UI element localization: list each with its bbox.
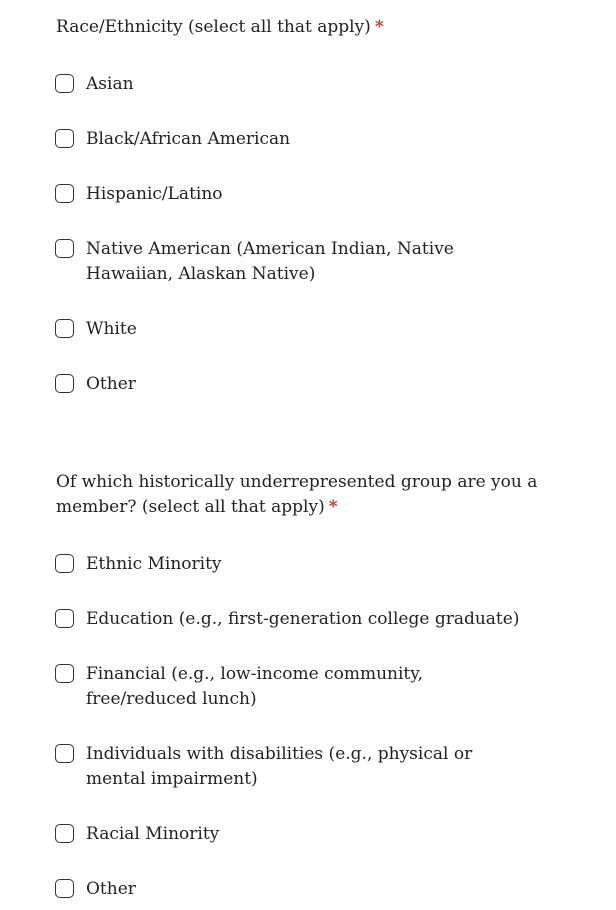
option-label: Ethnic Minority — [86, 554, 222, 574]
required-marker: * — [374, 17, 384, 37]
option-black-african-american[interactable] — [55, 128, 575, 152]
option-white[interactable] — [55, 318, 575, 342]
question-label: Race/Ethnicity (select all that apply) — [56, 17, 371, 37]
option-other-race[interactable] — [55, 373, 575, 397]
checkbox[interactable] — [55, 744, 74, 763]
checkbox[interactable] — [55, 319, 74, 338]
option-financial[interactable] — [55, 663, 575, 712]
checkbox[interactable] — [55, 184, 74, 203]
underrepresented-group-question — [56, 470, 561, 520]
option-disabilities[interactable] — [55, 743, 575, 792]
option-education[interactable] — [55, 608, 575, 632]
option-other-group[interactable] — [55, 878, 575, 902]
checkbox[interactable] — [55, 609, 74, 628]
option-asian[interactable] — [55, 73, 575, 97]
checkbox[interactable] — [55, 374, 74, 393]
option-label: Other — [86, 879, 136, 899]
required-marker: * — [328, 497, 338, 517]
checkbox[interactable] — [55, 74, 74, 93]
option-native-american[interactable] — [55, 238, 575, 287]
option-hispanic-latino[interactable] — [55, 183, 575, 207]
checkbox[interactable] — [55, 879, 74, 898]
checkbox[interactable] — [55, 554, 74, 573]
checkbox[interactable] — [55, 129, 74, 148]
option-ethnic-minority[interactable] — [55, 553, 575, 577]
option-label: Individuals with disabilities (e.g., physical or mental impairment) — [86, 744, 473, 789]
option-label: Education (e.g., first-generation college graduate) — [86, 609, 520, 629]
checkbox[interactable] — [55, 239, 74, 258]
checkbox[interactable] — [55, 824, 74, 843]
option-label: White — [86, 319, 137, 339]
option-label: Hispanic/Latino — [86, 184, 223, 204]
option-label: Racial Minority — [86, 824, 220, 844]
option-label: Financial (e.g., low-income community, free/reduced lunch) — [86, 664, 423, 709]
option-racial-minority[interactable] — [55, 823, 575, 847]
option-label: Other — [86, 374, 136, 394]
question-label: Of which historically underrepresented group are you a member? (select all that apply) — [56, 472, 538, 517]
option-label: Asian — [86, 74, 134, 94]
race-ethnicity-question — [56, 15, 576, 40]
option-label: Black/African American — [86, 129, 291, 149]
checkbox[interactable] — [55, 664, 74, 683]
option-label: Native American (American Indian, Native Hawaiian, Alaskan Native) — [86, 239, 454, 284]
